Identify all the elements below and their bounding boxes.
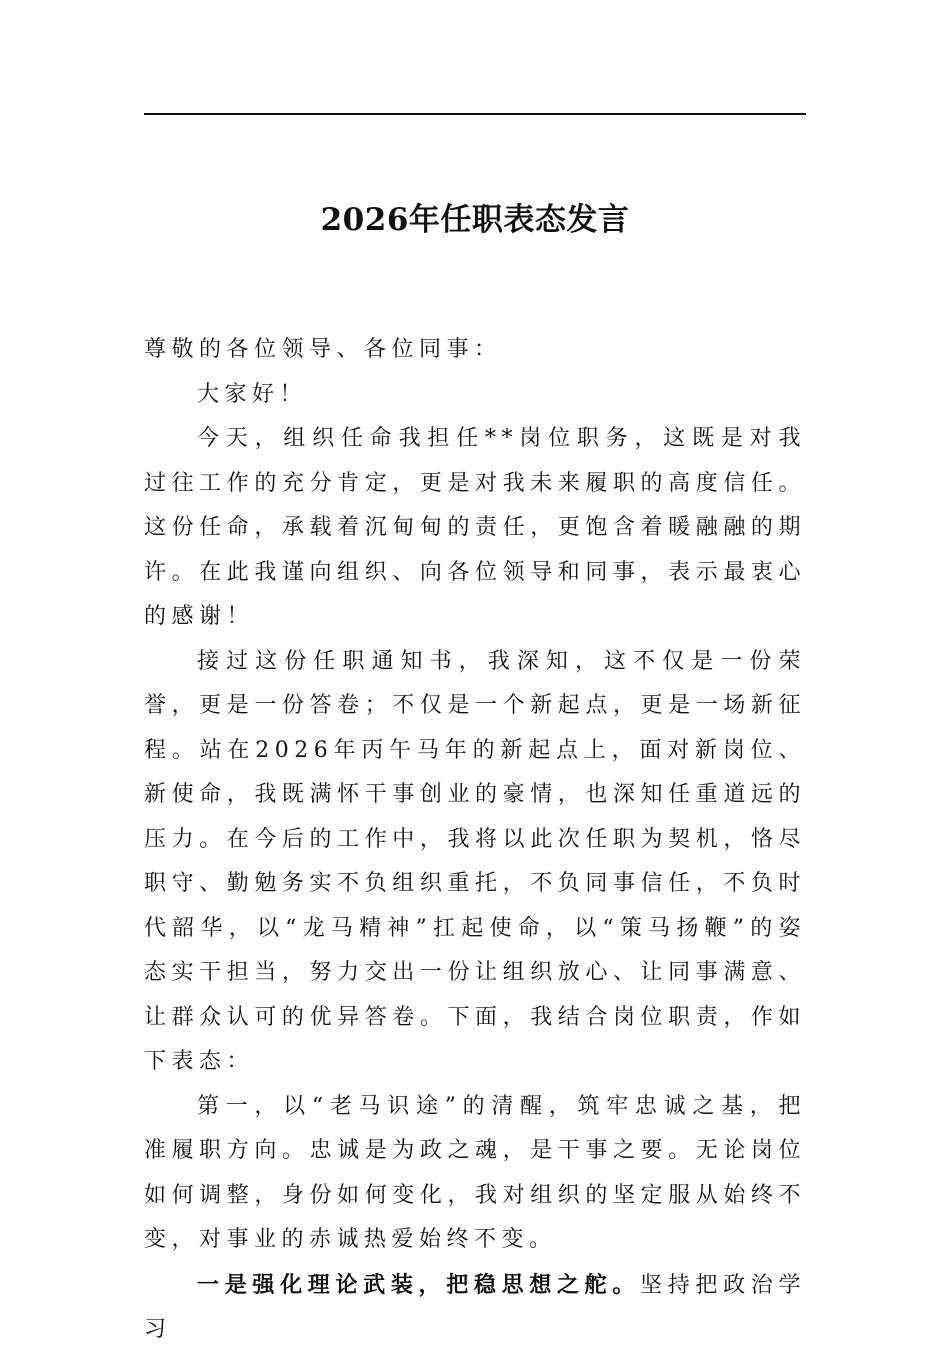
header-rule	[144, 113, 806, 115]
document-title: 2026年任职表态发言	[320, 202, 630, 238]
paragraph-commitment: 接过这份任职通知书，我深知，这不仅是一份荣誉，更是一份答卷；不仅是一个新起点，更是一场新征程。站在2026年丙午马年的新起点上，面对新岗位、新使命，我既满怀干事创业的豪情，也深知任重道远的压力。在今后的工作中，我将以此次任职为契机，恪尽职守、勤勉务实不负组织重托，不负同事信任，不负时代韶华，以“龙马精神”扛起使命，以“策马扬鞭”的姿态实干担当，努力交出一份让组织放心、让同事满意、让群众认可的优异答卷。下面，我结合岗位职责，作如下表态：	[144, 648, 806, 1074]
paragraph-point-one	[144, 1263, 806, 1353]
point-one-text: 坚持把政治学习	[144, 1272, 806, 1342]
document-body	[144, 328, 806, 1353]
greeting: 大家好！	[197, 381, 308, 407]
point-one-lead: 一是强化理论武装，把稳思想之舵。	[197, 1271, 641, 1298]
paragraph-first-point: 第一，以“老马识途”的清醒，筑牢忠诚之基，把准履职方向。忠诚是为政之魂，是干事之要。无论岗位如何调整，身份如何变化，我对组织的坚定服从始终不变，对事业的赤诚热爱始终不变。	[144, 1093, 806, 1252]
salutation: 尊敬的各位领导、各位同事：	[144, 337, 502, 362]
paragraph-appointment: 今天，组织任命我担任**岗位职务，这既是对我过往工作的充分肯定，更是对我未来履职的高度信任。这份任命，承载着沉甸甸的责任，更饱含着暖融融的期许。在此我谨向组织、向各位领导和同事，表示最衷心的感谢！	[144, 426, 806, 629]
